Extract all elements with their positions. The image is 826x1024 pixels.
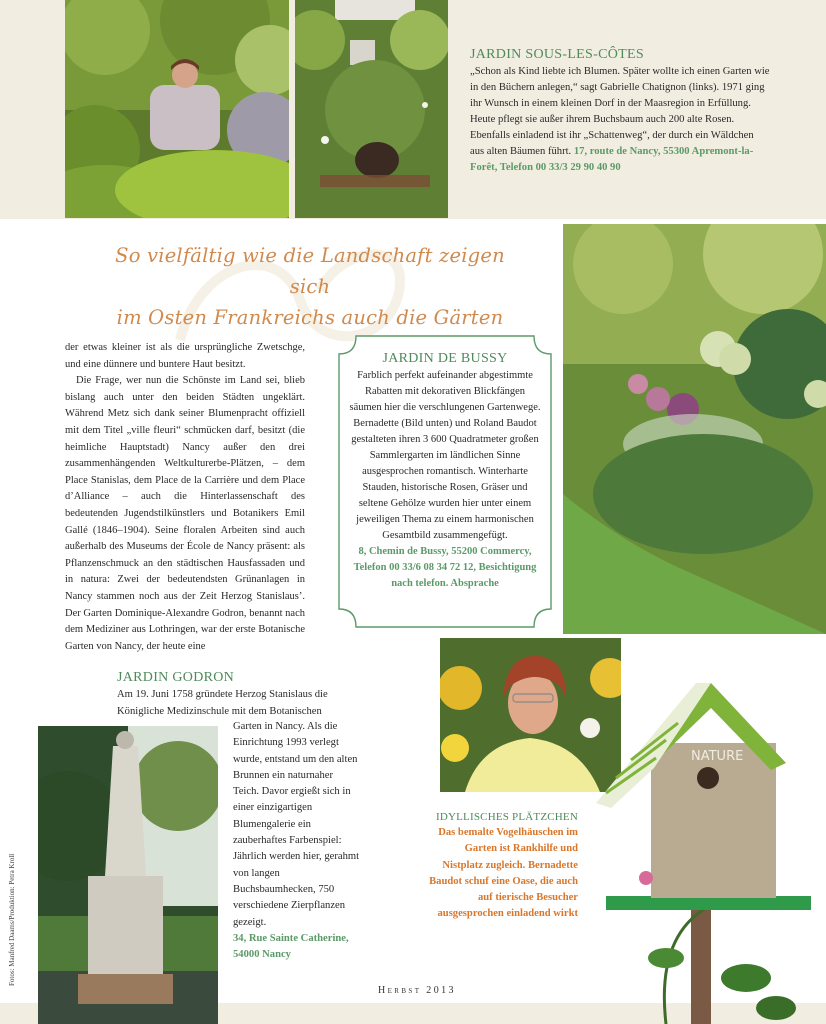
headline-line-2: im Osten Frankreichs auch die Gärten xyxy=(116,306,504,329)
photo-bernadette-portrait xyxy=(440,638,621,792)
main-body-column xyxy=(65,340,305,655)
section-title: JARDIN SOUS-LES-CÔTES xyxy=(470,47,644,62)
photo-garden-path xyxy=(295,0,448,218)
photo-obelisk-fountain xyxy=(38,726,218,1024)
photo-birdhouse xyxy=(596,678,818,1024)
photo-credit: Fotos: Manfred Daams/Produktion: Petra Kroll xyxy=(8,853,16,986)
jardin-sous-les-cotes-section xyxy=(470,47,770,176)
photo-flower-border xyxy=(563,224,826,634)
caption-title: IDYLLISCHES PLÄTZCHEN xyxy=(435,811,578,823)
address: 8, Chemin de Bussy, 55200 Commercy, Telefon 00 33/6 08 34 72 12, Besichtigung nach telefon. Absprache xyxy=(353,546,537,589)
jardin-godron-wrapped-text xyxy=(233,719,361,963)
photo-gardener-hedge xyxy=(65,0,289,218)
birdhouse-label: NATURE xyxy=(691,749,744,764)
page-headline xyxy=(100,240,520,333)
body-paragraph: Die Frage, wer nun die Schönste im Land sei, blieb bislang auch unter den beiden Städten ungeklärt. Während Metz sich dank seiner Blumenpracht offiziell mit dem Titel „ville fleuri“ schmücken darf, besitzt (die heimliche Hauptstadt) Nancy außer den drei zusammenhängenden Weltkulturerbe-Plätzen, – dem Place Stanislas, dem Place de la Carrière und dem Place d’Alliance – auch die Hinterlassenschaft des bedeutenden Jugendstilkünstlers und Botanikers Emil Gallé (1846–1904). Seine floralen Arbeiten sind auch außerhalb des Museums der École de Nancy präsent: als Pflanzenschmuck an den städtischen Hausfassaden und in natura: Zwei der bedeutendsten Grünanlagen in Nancy stammen noch aus der Zeit Herzog Stanislaus’. Der Garten Dominique-Alexandre Godron, benannt nach dem Mediziner aus Lothringen, war der erste Botanische Garten von Nancy, der heute eine xyxy=(65,375,305,652)
idyllisches-platzchen-caption xyxy=(428,809,578,922)
page-folio: Herbst 2013 xyxy=(378,985,456,996)
section-body: Farblich perfekt aufeinander abgestimmte Rabatten mit dekorativen Blickfängen säumen hier die verschlungenen Gartenwege. Bernadette (Bild unten) und Roland Baudot gestalteten ihren 3 600 Quadratmeter großen Sammlergarten im ländlichen Sinne ausgesprochen romantisch. Winterharte Stauden, historische Rosen, Gräser und seltene Gehölze wurden hier unter einem jeweiligen Thema zu einem harmonischen Gesamtbild zusammengefügt. xyxy=(349,370,541,541)
section-text xyxy=(470,64,770,176)
jardin-godron-section xyxy=(117,670,367,720)
address: 17, route de Nancy, 55300 Apremont-la-Forêt, Telefon 00 33/3 29 90 40 90 xyxy=(470,146,754,173)
section-body-intro: Am 19. Juni 1758 gründete Herzog Stanislaus die Königliche Medizinschule mit dem Botanischen xyxy=(117,689,328,717)
section-body: „Schon als Kind liebte ich Blumen. Später wollte ich einen Garten wie in den Büchern anlegen,“ sagt Gabrielle Chatignon (links). 1971 ging ihr Wunsch in einem kleinen Dorf in der Maasregion in Erfüllung. Heute pflegt sie außer ihrem Buchsbaum auch 200 alte Rosen. Ebenfalls einladend ist ihr „Schattenweg“, der durch ein Wäldchen aus alten Bäumen führt. xyxy=(470,66,770,157)
address: 34, Rue Sainte Catherine, 54000 Nancy xyxy=(233,932,349,961)
section-title: JARDIN DE BUSSY xyxy=(382,351,508,366)
jardin-de-bussy-box xyxy=(338,335,552,628)
section-body: Garten in Nancy. Als die Einrichtung 1993 verlegt wurde, entstand um den alten Brunnen ein naturnaher Teich. Davor ergießt sich in einer einzigartigen Blumengalerie ein zauberhaftes Farbenspiel: Jährlich werden hier, gerahmt von langen Buchsbaumhecken, 750 verschiedene Zierpflanzen gezeigt. xyxy=(233,721,360,928)
body-paragraph: der etwas kleiner ist als die ursprüngliche Zwetschge, und eine dünnere und buntere Haut besitzt. xyxy=(65,342,305,370)
caption-text: Das bemalte Vogelhäuschen im Garten ist Rankhilfe und Nistplatz zugleich. Bernadette Baudot schuf eine Oase, die auch auf tierische Besucher ausgesprochen einladend wirkt xyxy=(429,827,578,920)
section-title: JARDIN GODRON xyxy=(117,670,235,685)
headline-line-1: So vielfältig wie die Landschaft zeigen sich xyxy=(115,244,505,298)
